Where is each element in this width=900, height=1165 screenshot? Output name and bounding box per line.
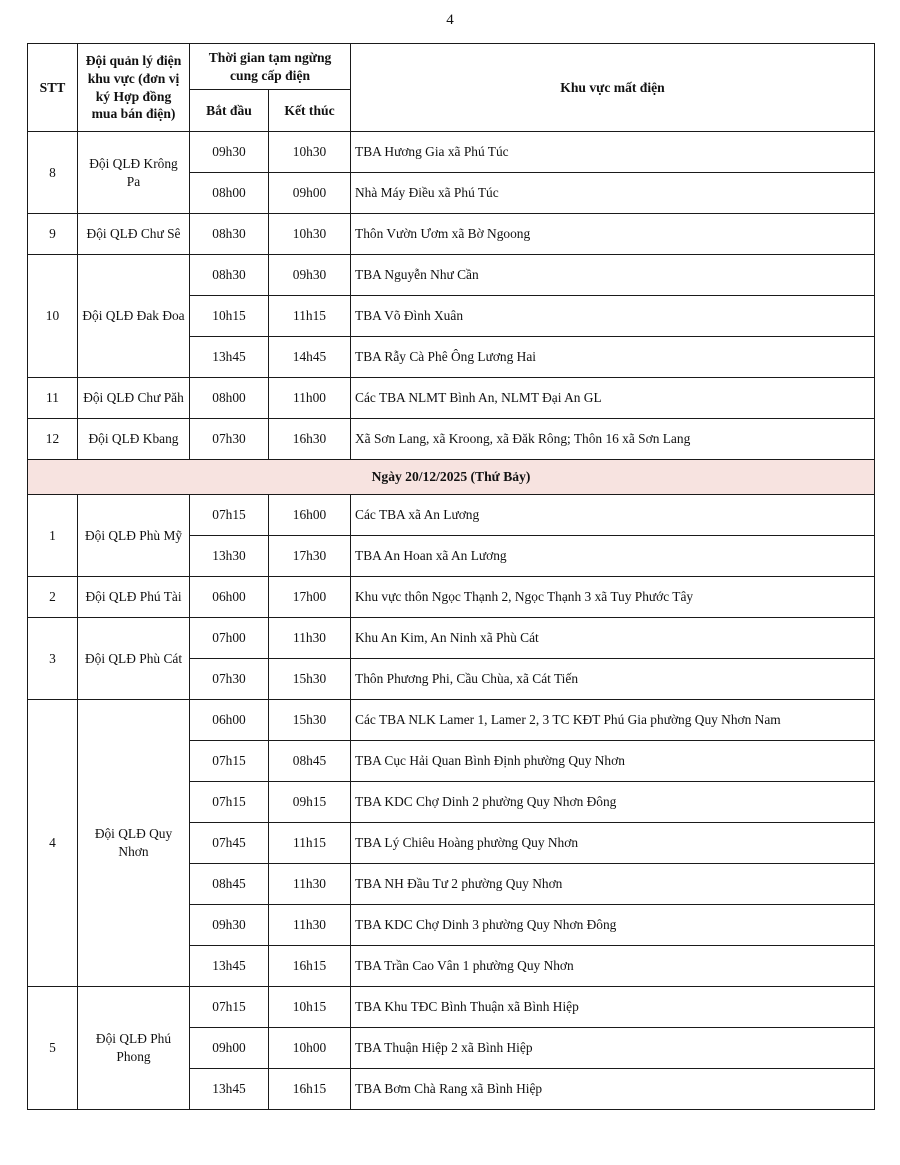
table-row <box>28 700 875 741</box>
cell-end-time: 16h30 <box>269 419 351 460</box>
cell-end-time: 10h30 <box>269 132 351 173</box>
cell-outage-area: TBA Lý Chiêu Hoàng phường Quy Nhơn <box>351 823 875 864</box>
cell-start-time: 08h00 <box>190 378 269 419</box>
table-row <box>28 618 875 659</box>
cell-end-time: 11h30 <box>269 864 351 905</box>
cell-start-time: 10h15 <box>190 296 269 337</box>
cell-outage-area: Thôn Phương Phi, Cầu Chùa, xã Cát Tiến <box>351 659 875 700</box>
table-row <box>28 214 875 255</box>
cell-start-time: 09h00 <box>190 1028 269 1069</box>
cell-end-time: 10h00 <box>269 1028 351 1069</box>
cell-outage-area: Xã Sơn Lang, xã Kroong, xã Đăk Rông; Thôn 16 xã Sơn Lang <box>351 419 875 460</box>
cell-end-time: 11h15 <box>269 823 351 864</box>
outage-schedule-table <box>27 43 875 1110</box>
cell-stt: 1 <box>28 495 78 577</box>
cell-team: Đội QLĐ Kbang <box>78 419 190 460</box>
cell-start-time: 13h30 <box>190 536 269 577</box>
table-row <box>28 255 875 296</box>
cell-start-time: 13h45 <box>190 946 269 987</box>
column-header-team: Đội quản lý điện khu vực (đơn vị ký Hợp đồng mua bán điện) <box>78 44 190 132</box>
cell-end-time: 10h15 <box>269 987 351 1028</box>
cell-outage-area: Khu An Kim, An Ninh xã Phù Cát <box>351 618 875 659</box>
cell-outage-area: TBA NH Đầu Tư 2 phường Quy Nhơn <box>351 864 875 905</box>
cell-start-time: 09h30 <box>190 905 269 946</box>
cell-end-time: 11h30 <box>269 618 351 659</box>
cell-outage-area: TBA Bơm Chà Rang xã Bình Hiệp <box>351 1069 875 1110</box>
page-number: 4 <box>446 12 454 28</box>
table-row <box>28 378 875 419</box>
cell-start-time: 07h00 <box>190 618 269 659</box>
cell-start-time: 08h30 <box>190 255 269 296</box>
cell-start-time: 07h15 <box>190 741 269 782</box>
table-row <box>28 987 875 1028</box>
cell-stt: 10 <box>28 255 78 378</box>
cell-end-time: 11h00 <box>269 378 351 419</box>
cell-start-time: 08h00 <box>190 173 269 214</box>
cell-outage-area: TBA KDC Chợ Dinh 3 phường Quy Nhơn Đông <box>351 905 875 946</box>
cell-end-time: 11h15 <box>269 296 351 337</box>
cell-start-time: 13h45 <box>190 337 269 378</box>
outage-schedule-table-container <box>27 43 874 1110</box>
column-header-area: Khu vực mất điện <box>351 44 875 132</box>
cell-end-time: 17h00 <box>269 577 351 618</box>
cell-stt: 9 <box>28 214 78 255</box>
cell-outage-area: TBA Thuận Hiệp 2 xã Bình Hiệp <box>351 1028 875 1069</box>
cell-stt: 2 <box>28 577 78 618</box>
column-header-start: Bắt đầu <box>190 90 269 132</box>
cell-start-time: 07h45 <box>190 823 269 864</box>
cell-outage-area: TBA Cục Hải Quan Bình Định phường Quy Nhơn <box>351 741 875 782</box>
cell-stt: 8 <box>28 132 78 214</box>
cell-stt: 12 <box>28 419 78 460</box>
cell-start-time: 08h45 <box>190 864 269 905</box>
cell-stt: 4 <box>28 700 78 987</box>
cell-outage-area: TBA Trần Cao Vân 1 phường Quy Nhơn <box>351 946 875 987</box>
cell-end-time: 09h00 <box>269 173 351 214</box>
cell-team: Đội QLĐ Chư Păh <box>78 378 190 419</box>
cell-end-time: 16h15 <box>269 946 351 987</box>
date-separator-label: Ngày 20/12/2025 (Thứ Bảy) <box>28 460 875 495</box>
cell-outage-area: TBA Khu TĐC Bình Thuận xã Bình Hiệp <box>351 987 875 1028</box>
cell-outage-area: Các TBA xã An Lương <box>351 495 875 536</box>
cell-end-time: 16h00 <box>269 495 351 536</box>
cell-end-time: 10h30 <box>269 214 351 255</box>
cell-end-time: 11h30 <box>269 905 351 946</box>
cell-outage-area: TBA An Hoan xã An Lương <box>351 536 875 577</box>
cell-stt: 3 <box>28 618 78 700</box>
cell-stt: 11 <box>28 378 78 419</box>
table-row <box>28 419 875 460</box>
cell-end-time: 14h45 <box>269 337 351 378</box>
cell-end-time: 16h15 <box>269 1069 351 1110</box>
column-header-end: Kết thúc <box>269 90 351 132</box>
cell-team: Đội QLĐ Phù Mỹ <box>78 495 190 577</box>
cell-end-time: 15h30 <box>269 659 351 700</box>
cell-team: Đội QLĐ Quy Nhơn <box>78 700 190 987</box>
cell-outage-area: Nhà Máy Điều xã Phú Túc <box>351 173 875 214</box>
cell-outage-area: Thôn Vườn Ươm xã Bờ Ngoong <box>351 214 875 255</box>
cell-team: Đội QLĐ Phú Phong <box>78 987 190 1110</box>
column-header-time-group: Thời gian tạm ngừng cung cấp điện <box>190 44 351 90</box>
cell-team: Đội QLĐ Krông Pa <box>78 132 190 214</box>
cell-end-time: 09h30 <box>269 255 351 296</box>
cell-start-time: 09h30 <box>190 132 269 173</box>
cell-outage-area: TBA Rẫy Cà Phê Ông Lương Hai <box>351 337 875 378</box>
table-body <box>28 132 875 1110</box>
cell-end-time: 15h30 <box>269 700 351 741</box>
cell-team: Đội QLĐ Đak Đoa <box>78 255 190 378</box>
cell-outage-area: TBA Hương Gia xã Phú Túc <box>351 132 875 173</box>
header-row-1 <box>28 44 875 90</box>
cell-team: Đội QLĐ Chư Sê <box>78 214 190 255</box>
cell-outage-area: TBA Võ Đình Xuân <box>351 296 875 337</box>
cell-start-time: 06h00 <box>190 700 269 741</box>
cell-outage-area: Các TBA NLK Lamer 1, Lamer 2, 3 TC KĐT Phú Gia phường Quy Nhơn Nam <box>351 700 875 741</box>
cell-start-time: 07h30 <box>190 659 269 700</box>
cell-start-time: 07h15 <box>190 987 269 1028</box>
column-header-stt: STT <box>28 44 78 132</box>
date-separator-row <box>28 460 875 495</box>
table-header <box>28 44 875 132</box>
table-row <box>28 132 875 173</box>
cell-outage-area: Các TBA NLMT Bình An, NLMT Đại An GL <box>351 378 875 419</box>
cell-end-time: 09h15 <box>269 782 351 823</box>
cell-start-time: 07h15 <box>190 782 269 823</box>
table-row <box>28 495 875 536</box>
cell-outage-area: TBA KDC Chợ Dinh 2 phường Quy Nhơn Đông <box>351 782 875 823</box>
cell-start-time: 06h00 <box>190 577 269 618</box>
table-row <box>28 577 875 618</box>
cell-outage-area: TBA Nguyễn Như Cần <box>351 255 875 296</box>
cell-start-time: 07h15 <box>190 495 269 536</box>
cell-outage-area: Khu vực thôn Ngọc Thạnh 2, Ngọc Thạnh 3 xã Tuy Phước Tây <box>351 577 875 618</box>
cell-start-time: 08h30 <box>190 214 269 255</box>
cell-end-time: 17h30 <box>269 536 351 577</box>
cell-start-time: 13h45 <box>190 1069 269 1110</box>
cell-start-time: 07h30 <box>190 419 269 460</box>
cell-team: Đội QLĐ Phú Tài <box>78 577 190 618</box>
cell-end-time: 08h45 <box>269 741 351 782</box>
cell-stt: 5 <box>28 987 78 1110</box>
cell-team: Đội QLĐ Phù Cát <box>78 618 190 700</box>
